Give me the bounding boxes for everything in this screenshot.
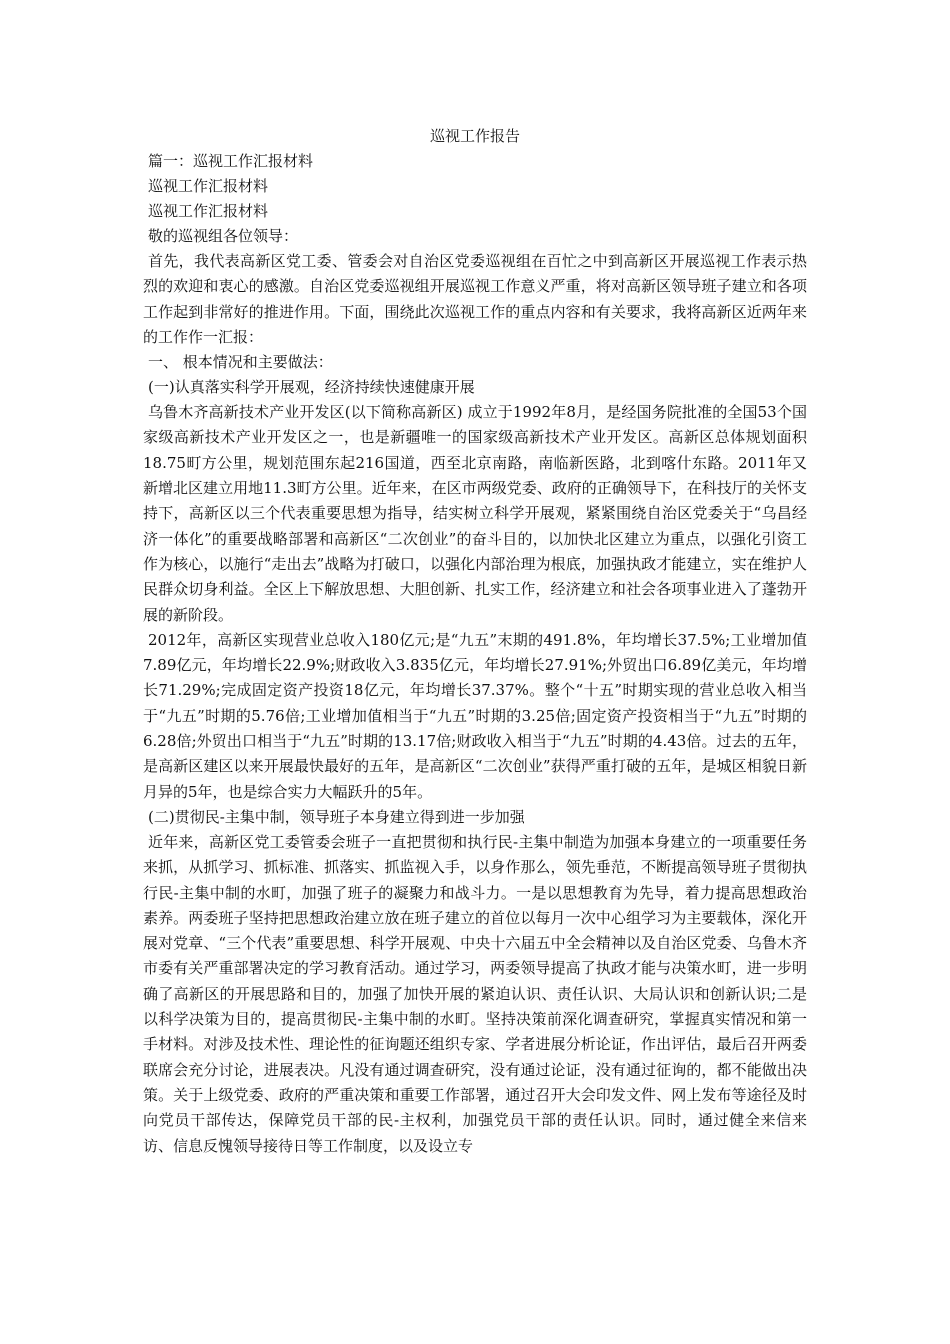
paragraph-zone-overview: 乌鲁木齐高新技术产业开发区(以下简称高新区) 成立于1992年8月，是经国务院批准的全国53个国家级高新技术产业开发区之一，也是新疆唯一的国家级高新技术产业开发区。高新区总体规划面积18.75町方公里，规划范围东起216国道，西至北京南路，南临新医路，北到喀什东路。2011年又新增北区建立用地11.3町方公里。近年来，在区市两级党委、政府的正确领导下，在科技厅的关怀支持下，高新区以三个代表重要思想为指导，结实树立科学开展观，紧紧围绕自治区党委关于“乌昌经济一体化”的重要战略部署和高新区“二次创业”的奋斗目的，以加快北区建立为重点，以强化引资工作为核心，以施行“走出去”战略为打破口，以强化内部治理为根底，加强执政才能建立，实在维护人民群众切身利益。全区上下解放思想、大胆创新、扎实工作，经济建立和社会各项事业进入了蓬勃开展的新阶段。 [143,403,807,624]
salutation: 敬的巡视组各位领导： [148,227,299,245]
paragraph-economic-figures: 2012年，高新区实现营业总收入180亿元;是“九五”末期的491.8%，年均增长37.5%;工业增加值7.89亿元，年均增长22.9%;财政收入3.835亿元，年均增长27.91%;外贸出口6.89亿美元，年均增长71.29%;完成固定资产投资18亿元，年均增长37.37%。整个“十五”时期实现的营业总收入相当于“九五”时期的5.76倍;工业增加值相当于“九五”时期的3.25倍;固定资产投资相当于“九五”时期的6.28倍;外贸出口相当于“九五”时期的13.17倍;财政收入相当于“九五”时期的4.43倍。过去的五年，是高新区建区以来开展最快最好的五年，是高新区“二次创业”获得严重打破的五年，是城区相貌日新月异的5年，也是综合实力大幅跃升的5年。 [143,630,807,801]
document-page [143,124,807,1159]
subsection-heading-leadership: (二)贯彻民-主集中制，领导班子本身建立得到进一步加强 [148,807,525,826]
document-title: 巡视工作报告 [429,127,520,145]
material-heading-repeat: 巡视工作汇报材料 [148,202,269,220]
section-heading-basic-situation: 一、 根本情况和主要做法： [148,353,333,372]
paragraph-leadership-building: 近年来，高新区党工委管委会班子一直把贯彻和执行民-主集中制造为加强本身建立的一项重要任务来抓，从抓学习、抓标准、抓落实、抓监视入手，以身作那么，领先垂范，不断提高领导班子贯彻执行民-主集中制的水町，加强了班子的凝聚力和战斗力。一是以思想教育为先导，着力提高思想政治素养。两委班子坚持把思想政治建立放在班子建立的首位以每月一次中心组学习为主要载体，深化开展对党章、“三个代表”重要思想、科学开展观、中央十六届五中全会精神以及自治区党委、乌鲁木齐市委有关严重部署决定的学习教育活动。通过学习，两委领导提高了执政才能与决策水町，进一步明确了高新区的开展思路和目的，加强了加快开展的紧迫认识、责任认识、大局认识和创新认识;二是以科学决策为目的，提高贯彻民-主集中制的水町。坚持决策前深化调查研究，掌握真实情况和第一手材料。对涉及技术性、理论性的征询题还组织专家、学者进展分析论证，作出评估，最后召开两委联席会充分讨论，进展表决。凡没有通过调查研究，没有通过论证，没有通过征询的，都不能做出决策。关于上级党委、政府的严重决策和重要工作部署，通过召开大会印发文件、网上发布等途径及时向党员干部传达，保障党员干部的民-主权利，加强党员干部的责任认识。同时，通过健全来信来访、信息反愧领导接待日等工作制度，以及设立专 [143,832,807,1155]
material-heading: 巡视工作汇报材料 [148,177,269,195]
subsection-heading-economy: (一)认真落实科学开展观，经济持续快速健康开展 [148,378,475,397]
article-heading: 篇一：巡视工作汇报材料 [148,152,314,170]
intro-paragraph: 首先，我代表高新区党工委、管委会对自治区党委巡视组在百忙之中到高新区开展巡视工作表示热烈的欢迎和衷心的感激。自治区党委巡视组开展巡视工作意义严重，将对高新区领导班子建立和各项工作起到非常好的推进作用。下面，围绕此次巡视工作的重点内容和有关要求，我将高新区近两年来的工作作一汇报： [143,252,807,346]
